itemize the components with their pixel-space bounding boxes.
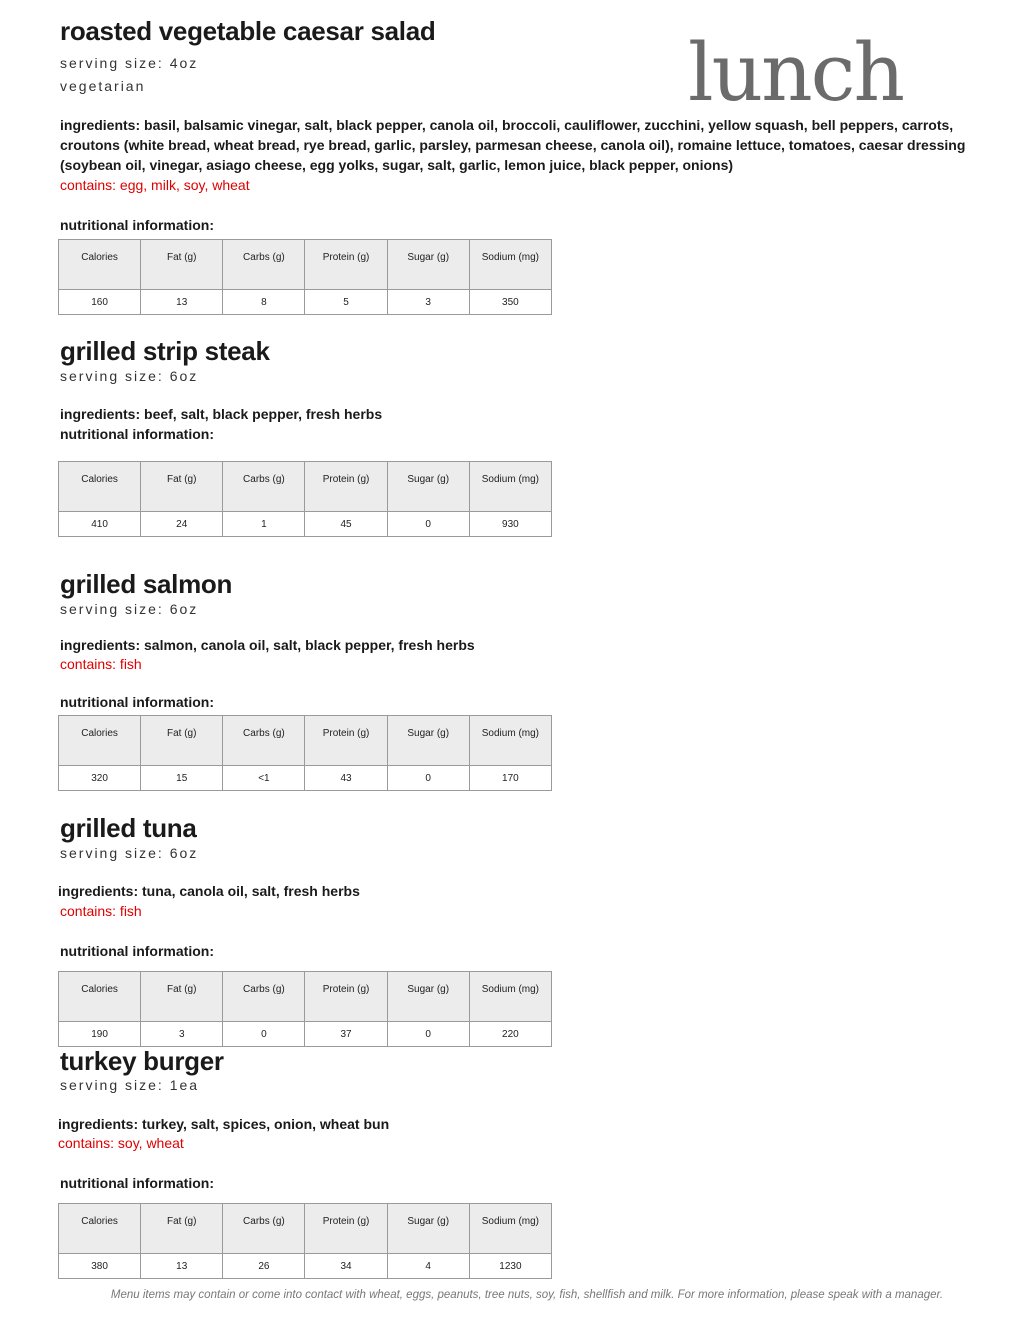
value-cell: 13 bbox=[141, 1254, 223, 1279]
ingredients bbox=[58, 1114, 389, 1134]
value-cell: 3 bbox=[141, 1022, 223, 1047]
value-cell: 0 bbox=[387, 1022, 469, 1047]
header-cell: Sugar (g) bbox=[387, 240, 469, 290]
serving-size: serving size: 6oz bbox=[60, 845, 199, 861]
ingredients-label: ingredients: bbox=[58, 1116, 139, 1132]
header-cell: Carbs (g) bbox=[223, 1204, 305, 1254]
ingredients-text: basil, balsamic vinegar, salt, black pepper, canola oil, broccoli, cauliflower, zucchini, yellow squash, bell peppers, carrots, croutons (white bread, wheat bread, rye bread, garlic, parsley, parmesan cheese, canola oil), romaine lettuce, tomatoes, caesar dressing (soybean oil, vinegar, asiago cheese, egg yolks, sugar, salt, garlic, lemon juice, black pepper, onions) bbox=[60, 117, 966, 173]
header-cell: Fat (g) bbox=[141, 1204, 223, 1254]
header-cell: Calories bbox=[59, 462, 141, 512]
header-cell: Fat (g) bbox=[141, 240, 223, 290]
value-cell: 3 bbox=[387, 290, 469, 315]
ingredients bbox=[60, 635, 475, 655]
nutrition-table bbox=[58, 971, 552, 1047]
header-cell: Carbs (g) bbox=[223, 240, 305, 290]
allergen-disclaimer: Menu items may contain or come into contact with wheat, eggs, peanuts, tree nuts, soy, fish, shellfish and milk. For more information, please speak with a manager. bbox=[110, 1289, 944, 1301]
value-cell: 37 bbox=[305, 1022, 387, 1047]
nutrition-value-row bbox=[59, 290, 552, 315]
serving-size: serving size: 6oz bbox=[60, 601, 199, 617]
nutrition-header-row bbox=[59, 1204, 552, 1254]
allergen-contains: contains: fish bbox=[60, 656, 142, 672]
value-cell: 34 bbox=[305, 1254, 387, 1279]
value-cell: 1 bbox=[223, 512, 305, 537]
value-cell: 190 bbox=[59, 1022, 141, 1047]
nutrition-header-row bbox=[59, 462, 552, 512]
header-cell: Protein (g) bbox=[305, 462, 387, 512]
serving-size: serving size: 4oz bbox=[60, 55, 199, 71]
ingredients-label: ingredients: bbox=[58, 883, 139, 899]
header-cell: Protein (g) bbox=[305, 972, 387, 1022]
item-title: grilled tuna bbox=[60, 813, 197, 843]
allergen-contains: contains: soy, wheat bbox=[58, 1135, 184, 1151]
header-cell: Calories bbox=[59, 716, 141, 766]
header-cell: Carbs (g) bbox=[223, 716, 305, 766]
value-cell: 8 bbox=[223, 290, 305, 315]
value-cell: 26 bbox=[223, 1254, 305, 1279]
ingredients-label: ingredients: bbox=[60, 406, 141, 422]
header-cell: Sodium (mg) bbox=[469, 240, 551, 290]
nutrition-value-row bbox=[59, 766, 552, 791]
nutrition-label: nutritional information: bbox=[60, 943, 214, 959]
ingredients-text: salmon, canola oil, salt, black pepper, fresh herbs bbox=[144, 637, 475, 653]
ingredients-text: tuna, canola oil, salt, fresh herbs bbox=[142, 883, 360, 899]
header-cell: Calories bbox=[59, 972, 141, 1022]
header-cell: Sodium (mg) bbox=[469, 462, 551, 512]
value-cell: 4 bbox=[387, 1254, 469, 1279]
nutrition-value-row bbox=[59, 1254, 552, 1279]
value-cell: 0 bbox=[223, 1022, 305, 1047]
header-cell: Protein (g) bbox=[305, 240, 387, 290]
ingredients-text: turkey, salt, spices, onion, wheat bun bbox=[142, 1116, 390, 1132]
header-cell: Fat (g) bbox=[141, 462, 223, 512]
value-cell: 160 bbox=[59, 290, 141, 315]
menu-section-label: lunch bbox=[688, 26, 903, 119]
value-cell: 350 bbox=[469, 290, 551, 315]
nutrition-table bbox=[58, 715, 552, 791]
allergen-contains: contains: fish bbox=[60, 903, 142, 919]
nutrition-label: nutritional information: bbox=[60, 426, 214, 442]
value-cell: 24 bbox=[141, 512, 223, 537]
value-cell: 220 bbox=[469, 1022, 551, 1047]
header-cell: Sodium (mg) bbox=[469, 1204, 551, 1254]
serving-size: serving size: 6oz bbox=[60, 368, 199, 384]
nutrition-label: nutritional information: bbox=[60, 694, 214, 710]
nutrition-header-row bbox=[59, 716, 552, 766]
nutrition-value-row bbox=[59, 512, 552, 537]
ingredients-text: beef, salt, black pepper, fresh herbs bbox=[144, 406, 383, 422]
header-cell: Sodium (mg) bbox=[469, 972, 551, 1022]
ingredients bbox=[58, 881, 360, 901]
item-title: turkey burger bbox=[60, 1046, 224, 1076]
header-cell: Sugar (g) bbox=[387, 462, 469, 512]
header-cell: Carbs (g) bbox=[223, 462, 305, 512]
item-title: grilled strip steak bbox=[60, 336, 270, 366]
serving-size: serving size: 1ea bbox=[60, 1077, 200, 1093]
ingredients bbox=[60, 404, 382, 424]
item-title: roasted vegetable caesar salad bbox=[60, 16, 436, 46]
value-cell: 13 bbox=[141, 290, 223, 315]
nutrition-table bbox=[58, 461, 552, 537]
header-cell: Protein (g) bbox=[305, 716, 387, 766]
value-cell: 380 bbox=[59, 1254, 141, 1279]
header-cell: Calories bbox=[59, 240, 141, 290]
nutrition-label: nutritional information: bbox=[60, 217, 214, 233]
nutrition-table bbox=[58, 239, 552, 315]
value-cell: 0 bbox=[387, 766, 469, 791]
value-cell: 0 bbox=[387, 512, 469, 537]
ingredients-label: ingredients: bbox=[60, 117, 141, 133]
value-cell: 1230 bbox=[469, 1254, 551, 1279]
value-cell: <1 bbox=[223, 766, 305, 791]
value-cell: 320 bbox=[59, 766, 141, 791]
value-cell: 930 bbox=[469, 512, 551, 537]
value-cell: 5 bbox=[305, 290, 387, 315]
header-cell: Sugar (g) bbox=[387, 716, 469, 766]
ingredients-label: ingredients: bbox=[60, 637, 141, 653]
allergen-contains: contains: egg, milk, soy, wheat bbox=[60, 177, 250, 193]
header-cell: Carbs (g) bbox=[223, 972, 305, 1022]
nutrition-value-row bbox=[59, 1022, 552, 1047]
value-cell: 410 bbox=[59, 512, 141, 537]
nutrition-header-row bbox=[59, 972, 552, 1022]
nutrition-header-row bbox=[59, 240, 552, 290]
header-cell: Protein (g) bbox=[305, 1204, 387, 1254]
header-cell: Calories bbox=[59, 1204, 141, 1254]
value-cell: 15 bbox=[141, 766, 223, 791]
nutrition-table bbox=[58, 1203, 552, 1279]
header-cell: Sodium (mg) bbox=[469, 716, 551, 766]
value-cell: 170 bbox=[469, 766, 551, 791]
item-title: grilled salmon bbox=[60, 569, 233, 599]
header-cell: Fat (g) bbox=[141, 972, 223, 1022]
header-cell: Sugar (g) bbox=[387, 1204, 469, 1254]
diet-tag: vegetarian bbox=[60, 78, 146, 94]
value-cell: 43 bbox=[305, 766, 387, 791]
header-cell: Sugar (g) bbox=[387, 972, 469, 1022]
nutrition-label: nutritional information: bbox=[60, 1175, 214, 1191]
value-cell: 45 bbox=[305, 512, 387, 537]
header-cell: Fat (g) bbox=[141, 716, 223, 766]
ingredients bbox=[60, 115, 970, 175]
